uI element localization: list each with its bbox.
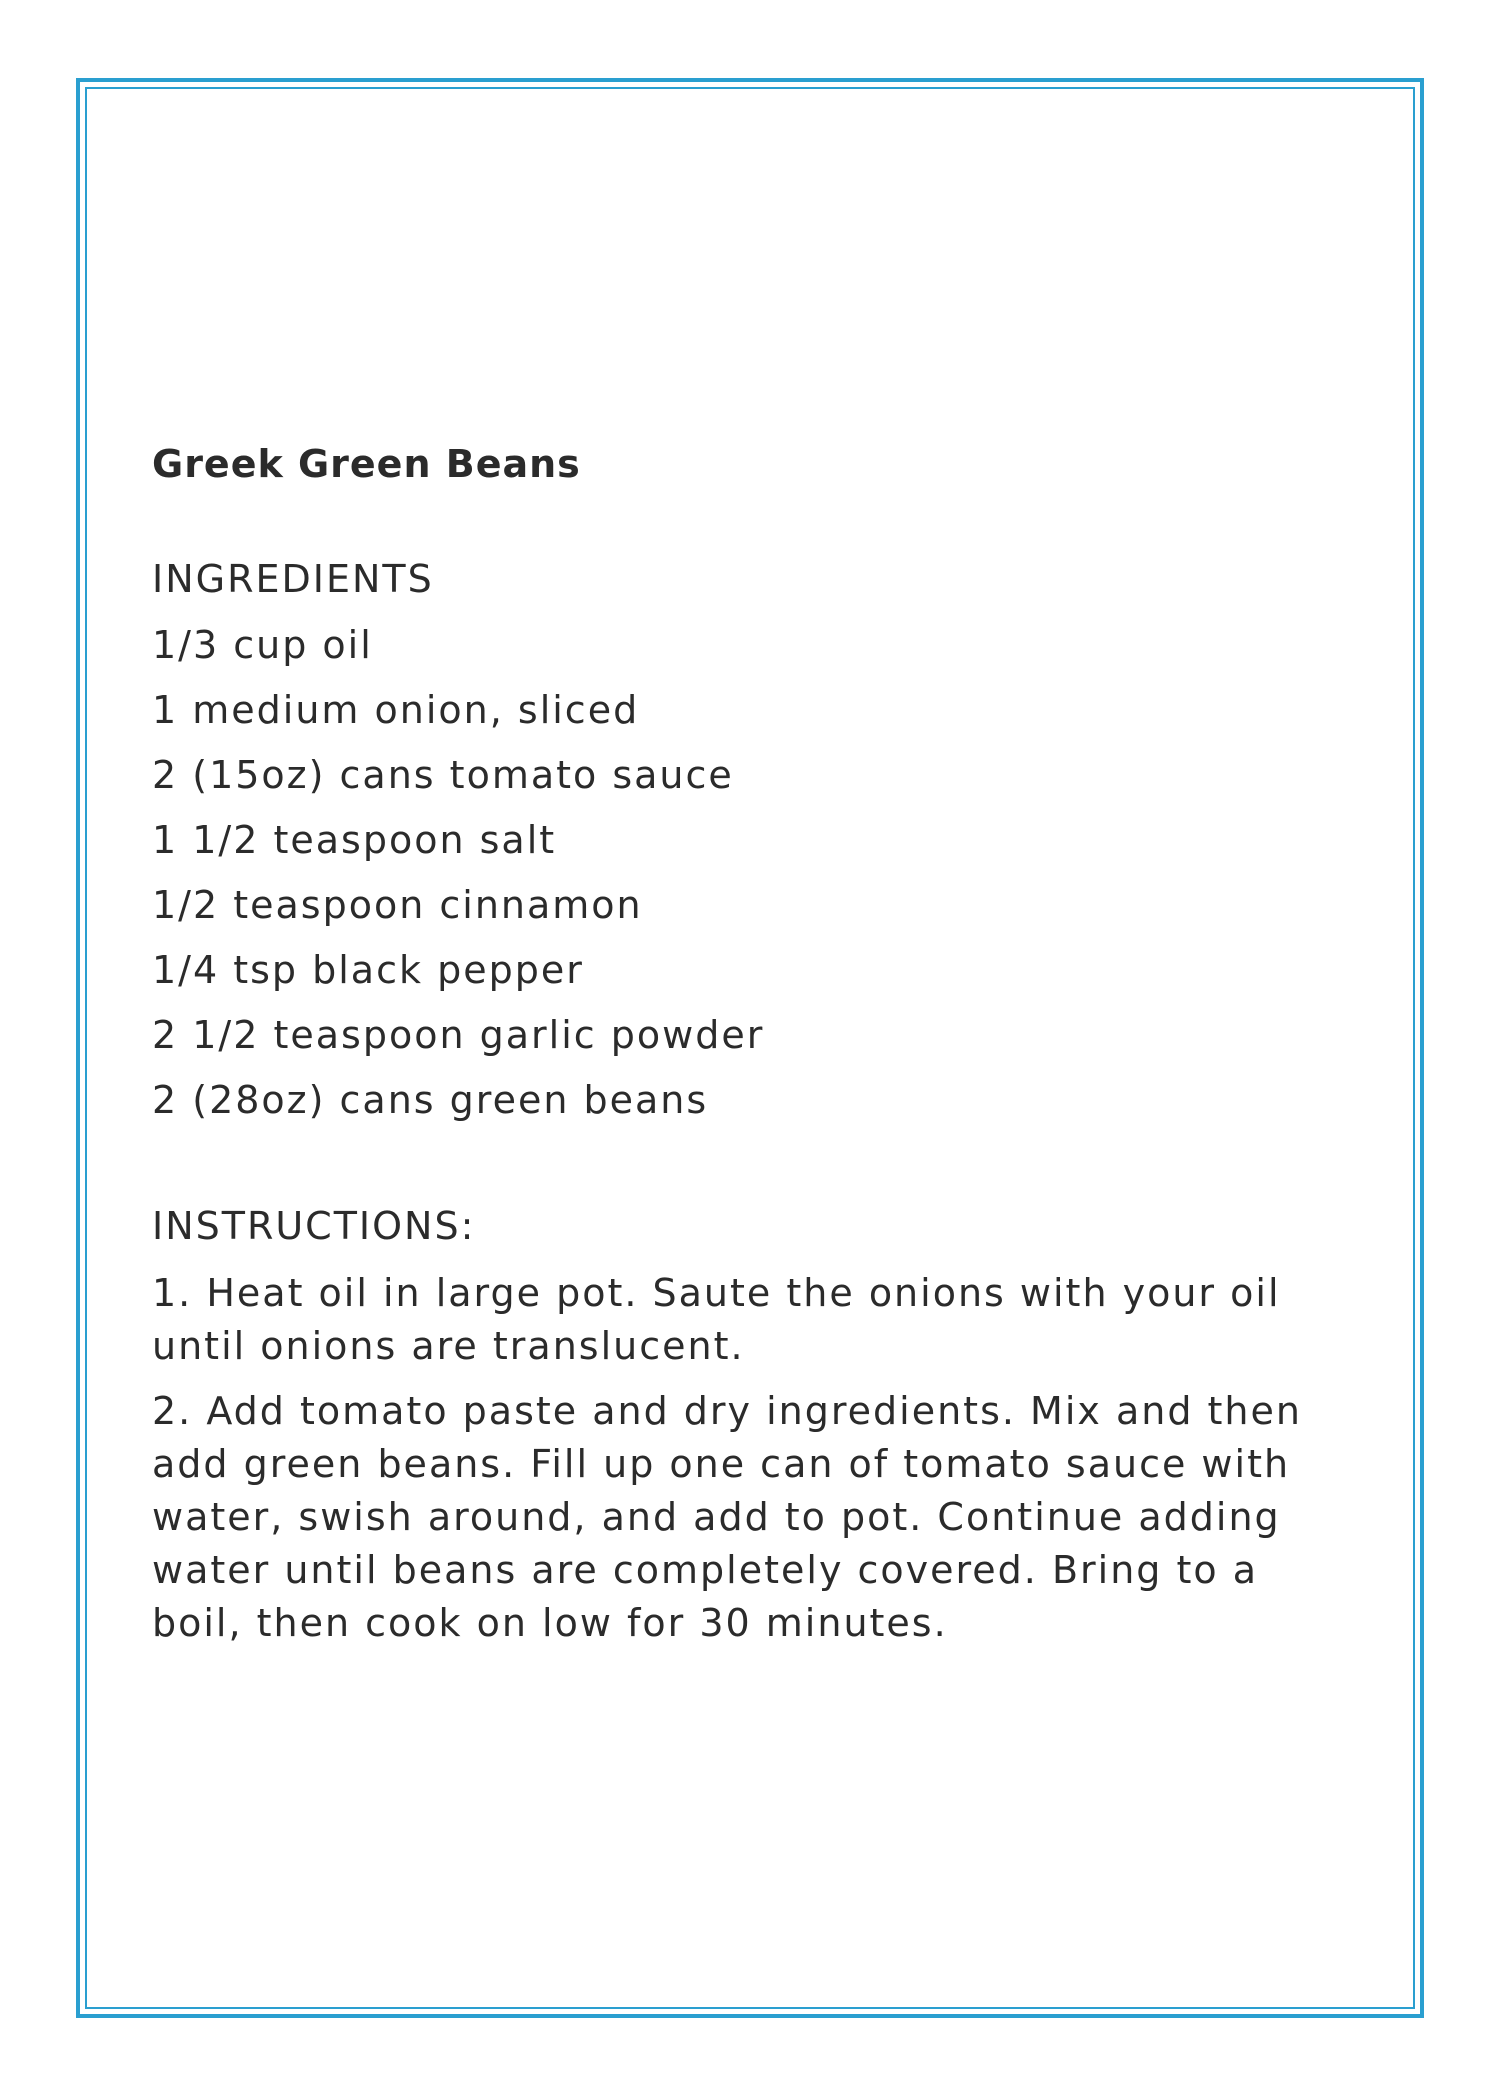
ingredient-item: 2 (15oz) cans tomato sauce [152, 753, 734, 797]
instructions-list [152, 1267, 1352, 1650]
ingredient-item: 1/3 cup oil [152, 623, 373, 667]
instruction-step: 2. Add tomato paste and dry ingredients. Mix and then add green beans. Fill up one can of tomato sauce with water, swish around, and add to pot. Continue adding water until beans are completely covered. Bring to a boil, then cook on low for 30 minutes. [152, 1389, 1302, 1645]
recipe-title: Greek Green Beans [152, 442, 581, 486]
ingredient-item: 2 (28oz) cans green beans [152, 1078, 709, 1122]
instruction-step: 1. Heat oil in large pot. Saute the onions with your oil until onions are translucent. [152, 1271, 1281, 1368]
ingredients-list [152, 620, 1352, 1125]
ingredient-item: 1/4 tsp black pepper [152, 948, 584, 992]
ingredient-item: 1 medium onion, sliced [152, 688, 640, 732]
instructions-heading: INSTRUCTIONS: [152, 1204, 476, 1248]
ingredient-item: 1 1/2 teaspoon salt [152, 818, 557, 862]
ingredients-heading: INGREDIENTS [152, 557, 434, 601]
ingredient-item: 2 1/2 teaspoon garlic powder [152, 1013, 765, 1057]
recipe-card [152, 440, 1352, 1662]
ingredient-item: 1/2 teaspoon cinnamon [152, 883, 643, 927]
